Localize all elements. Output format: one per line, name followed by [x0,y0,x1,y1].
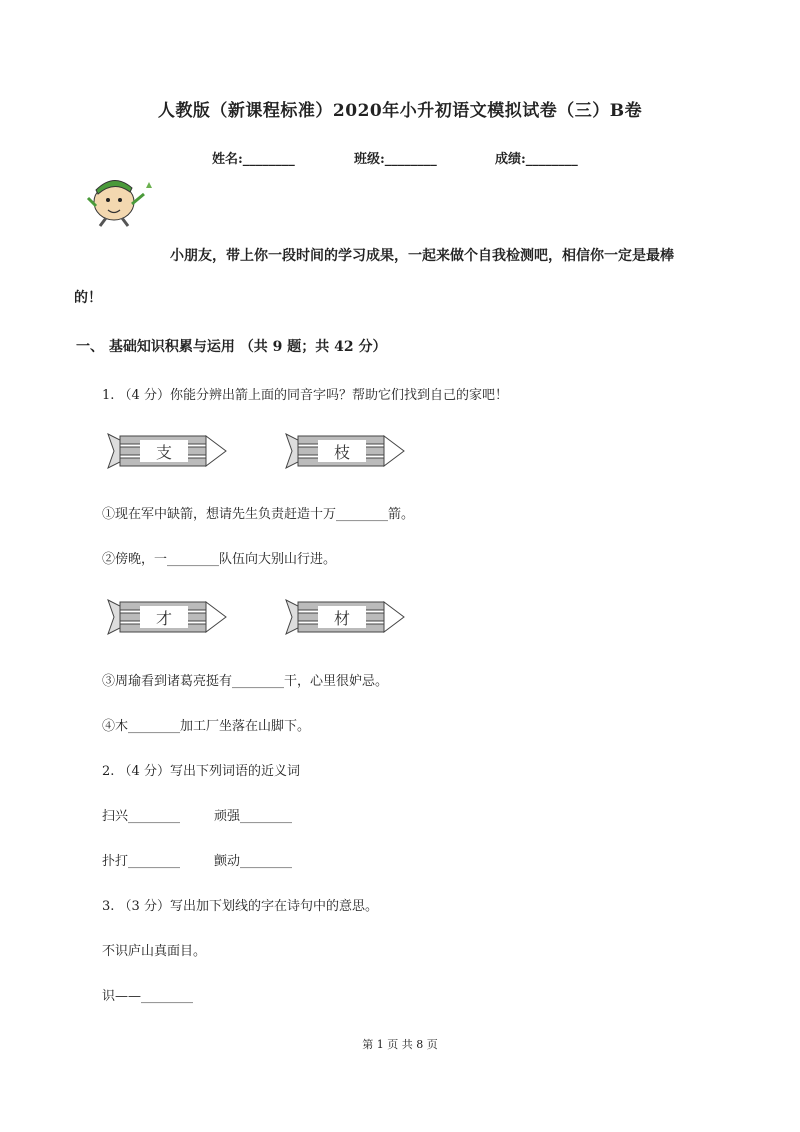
question-1-line-3: ③周瑜看到诸葛亮挺有________干，心里很妒忌。 [102,674,389,689]
question-1-line-4: ④木________加工厂坐落在山脚下。 [102,719,311,734]
question-3-prompt: 3. （3 分）写出加下划线的字在诗句中的意思。 [102,899,378,914]
intro-text-line-2: 的！ [74,290,102,306]
question-3-poem: 不识庐山真面目。 [102,944,207,959]
question-2-item-3: 扑打________ [102,854,181,869]
rocket-cai2-icon [278,592,408,642]
rocket-zhi2-icon [278,426,408,476]
question-1-prompt: 1. （4 分）你能分辨出箭上面的同音字吗？帮助它们找到自己的家吧！ [102,388,508,403]
rocket-char-zhi2: 枝 [333,443,351,462]
class-field-label: 班级:________ [354,152,437,167]
question-2-item-4: 颤动________ [214,854,293,869]
question-1-line-2: ②傍晚，一________队伍向大别山行进。 [102,552,337,567]
question-2-item-2: 顽强________ [214,809,293,824]
name-field-label: 姓名:________ [212,152,295,167]
page-footer: 第 1 页 共 8 页 [362,1038,438,1051]
rocket-zhi-icon [100,426,230,476]
cartoon-boy-mascot-icon [84,168,156,230]
question-2-prompt: 2. （4 分）写出下列词语的近义词 [102,764,300,779]
rocket-cai-icon [100,592,230,642]
intro-text-line-1: 小朋友，带上你一段时间的学习成果，一起来做个自我检测吧，相信你一定是最棒 [170,248,674,264]
question-2-item-1: 扫兴________ [102,809,181,824]
page-title: 人教版（新课程标准）2020年小升初语文模拟试卷（三）B卷 [157,101,643,121]
question-1-line-1: ①现在军中缺箭，想请先生负责赶造十万________箭。 [102,507,415,522]
question-3-answer: 识——________ [102,989,194,1004]
rocket-char-cai2: 材 [333,609,351,628]
rocket-char-zhi: 支 [155,443,173,462]
rocket-char-cai: 才 [155,609,173,628]
score-field-label: 成绩:________ [495,152,578,167]
section-1-heading: 一、 基础知识积累与运用 （共 9 题；共 42 分） [76,339,387,355]
